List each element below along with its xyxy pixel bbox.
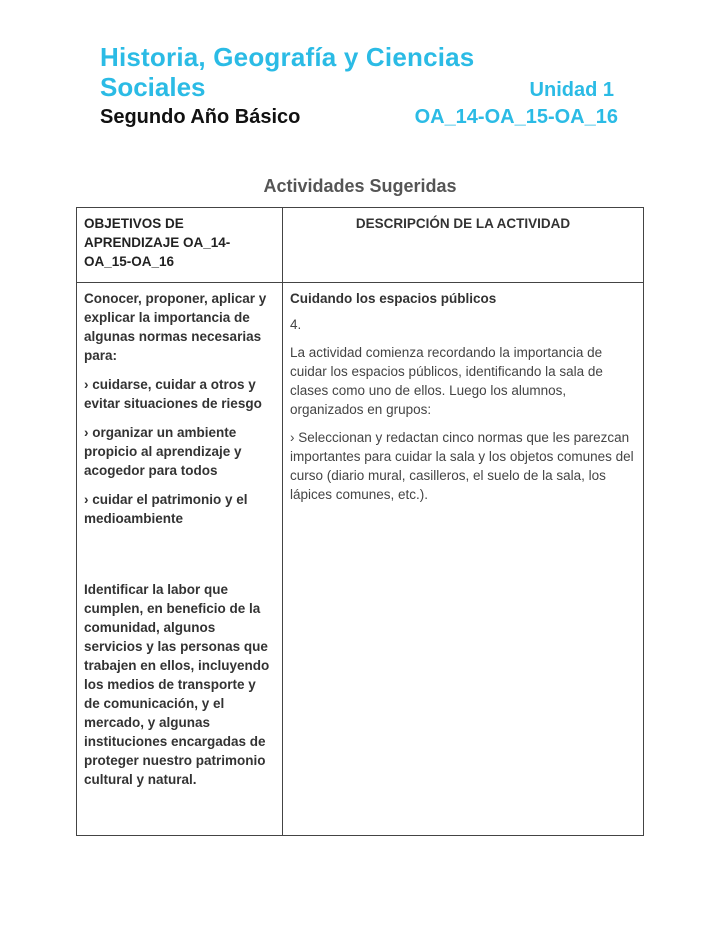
activity-paragraph: › Seleccionan y redactan cinco normas que les parezcan importantes para cuidar la sala y los objetos comunes del curso (diario mural, casilleros, el suelo de la sala, los lápices comunes, etc.).: [290, 430, 634, 502]
objectives-cell: [77, 283, 283, 836]
subject-title-row2: [100, 72, 618, 102]
activity-title: Cuidando los espacios públicos: [290, 291, 497, 306]
activity-paragraph: La actividad comienza recordando la importancia de cuidar los espacios públicos, identificando la sala de clases como uno de ellos. Luego los alumnos, organizados en grupos:: [290, 345, 603, 417]
description-cell: [283, 283, 644, 836]
spacer: [84, 538, 275, 580]
grade-row: [100, 104, 618, 130]
objective-item: › organizar un ambiente propicio al aprendizaje y acogedor para todos: [84, 425, 242, 478]
objective-codes: OA_14-OA_15-OA_16: [414, 106, 618, 128]
grade-label: Segundo Año Básico: [100, 106, 301, 128]
objectives-column-header: OBJETIVOS DE APRENDIZAJE OA_14-OA_15-OA_16: [77, 208, 283, 283]
objective-paragraph: Identificar la labor que cumplen, en beneficio de la comunidad, algunos servicios y las personas que trabajen en ellos, incluyendo los medios de transporte y de comunicación, y el mercado, y algunas instituciones encargadas de proteger nuestro patrimonio cultural y natural.: [84, 582, 270, 787]
table-header-row: [77, 208, 644, 283]
subject-title-line2: Sociales: [100, 72, 206, 102]
subject-title-line1: Historia, Geografía y Ciencias: [100, 42, 475, 72]
activities-table: [76, 207, 644, 836]
objective-item: › cuidarse, cuidar a otros y evitar situaciones de riesgo: [84, 377, 262, 411]
objective-item: › cuidar el patrimonio y el medioambiente: [84, 492, 248, 526]
activity-number: 4.: [290, 317, 302, 332]
objective-intro: Conocer, proponer, aplicar y explicar la importancia de algunas normas necesarias para:: [84, 291, 267, 363]
unit-label: Unidad 1: [529, 79, 614, 101]
description-column-header: DESCRIPCIÓN DE LA ACTIVIDAD: [283, 208, 644, 283]
document-header: [100, 42, 618, 130]
section-title: Actividades Sugeridas: [263, 176, 457, 196]
table-row: [77, 283, 644, 836]
